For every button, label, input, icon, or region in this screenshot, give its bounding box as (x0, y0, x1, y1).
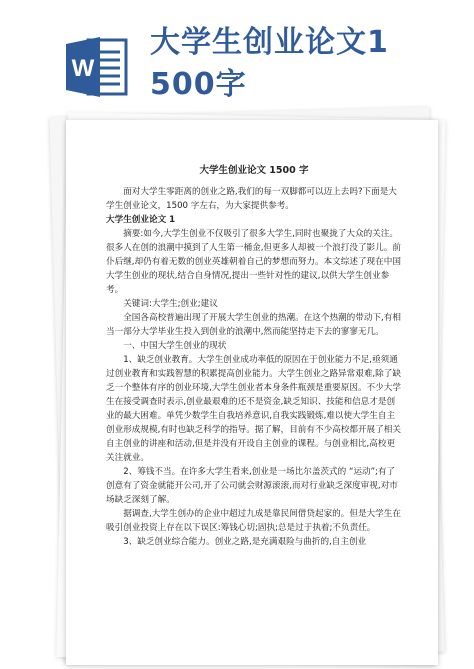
document-title: 大学生创业论文 1500 字 (199, 165, 309, 176)
title-line-2: 500字 (150, 67, 247, 102)
paragraph: 一、中国大学生创业的现状 (123, 341, 227, 351)
document-page (66, 120, 438, 665)
word-doc-icon (64, 34, 130, 100)
word-icon-letter: W (71, 55, 95, 82)
paragraph-list (106, 185, 402, 549)
page-title (150, 22, 389, 106)
title-line-1: 大学生创业论文1 (150, 25, 389, 60)
document-content (106, 164, 402, 549)
paragraph: 据调查,大学生创办的企业中超过九成是靠民间借贷起家的。但是大学生在吸引创业投资上存在以下误区:筹钱心切;固执;总是过于执着;不负责任。 (106, 509, 401, 533)
paragraph: 面对大学生零距离的创业之路,我们的每一双脚都可以迈上去吗?下面是大学生创业论文，1500 字左右，为大家提供参考。 (106, 187, 397, 211)
paragraph: 摘要:如今,大学生创业不仅吸引了很多大学生,同时也聚拢了大众的关注。很多人在创的浪潮中摸到了人生第一桶金,但更多人却被一个浪打没了影儿。前仆后继,却仍有着无数的创业英雄朝着自己的梦想而努力。本文综述了现在中国大学生创业的现状,结合自身情况,提出一些针对性的建议,以供大学生创业参考。 (106, 229, 401, 295)
paragraph: 全国各高校普遍出现了开展大学生创业的热潮。在这个热潮的带动下,有相当一部分大学毕业生投入到创业的浪潮中,然而能坚持走下去的寥寥无几。 (106, 313, 401, 337)
paragraph: 2、筹钱不当。在许多大学生看来,创业是一场比尔盖茨式的 “运动”;有了创意有了资金就能开公司,开了公司就会财源滚滚,而对行业缺乏深度审视,对市场缺乏深刻了解。 (106, 467, 398, 505)
paragraph: 3、缺乏创业综合能力。创业之路,是充满艰险与曲折的,自主创业 (123, 537, 367, 547)
paragraph: 1、缺乏创业教育。大学生创业成功率低的原因在于创业能力不足,亟须通过创业教育和实践智慧的积累提高创业能力。大学生创业之路异常艰难,除了缺乏一个整体有序的创业环境,大学生创业者本身条件瓶颈是重要原因。不少大学生在接受调查时表示,创业最艰难的还不是资金,缺乏知识、技能和信息才是创业的最大困难。单凭少数学生自我培养意识,自我实践锻炼,难以使大学生自主创业形成规模,有时也缺乏科学的指导。据了解，目前有不少高校都开展了相关自主创业的讲座和活动,但是并没有开设自主创业的课程。与创业相比,高校更关注就业。 (106, 355, 401, 463)
paragraph: 关键词:大学生;创业;建议 (123, 299, 218, 309)
section-heading: 大学生创业论文 1 (106, 215, 176, 225)
